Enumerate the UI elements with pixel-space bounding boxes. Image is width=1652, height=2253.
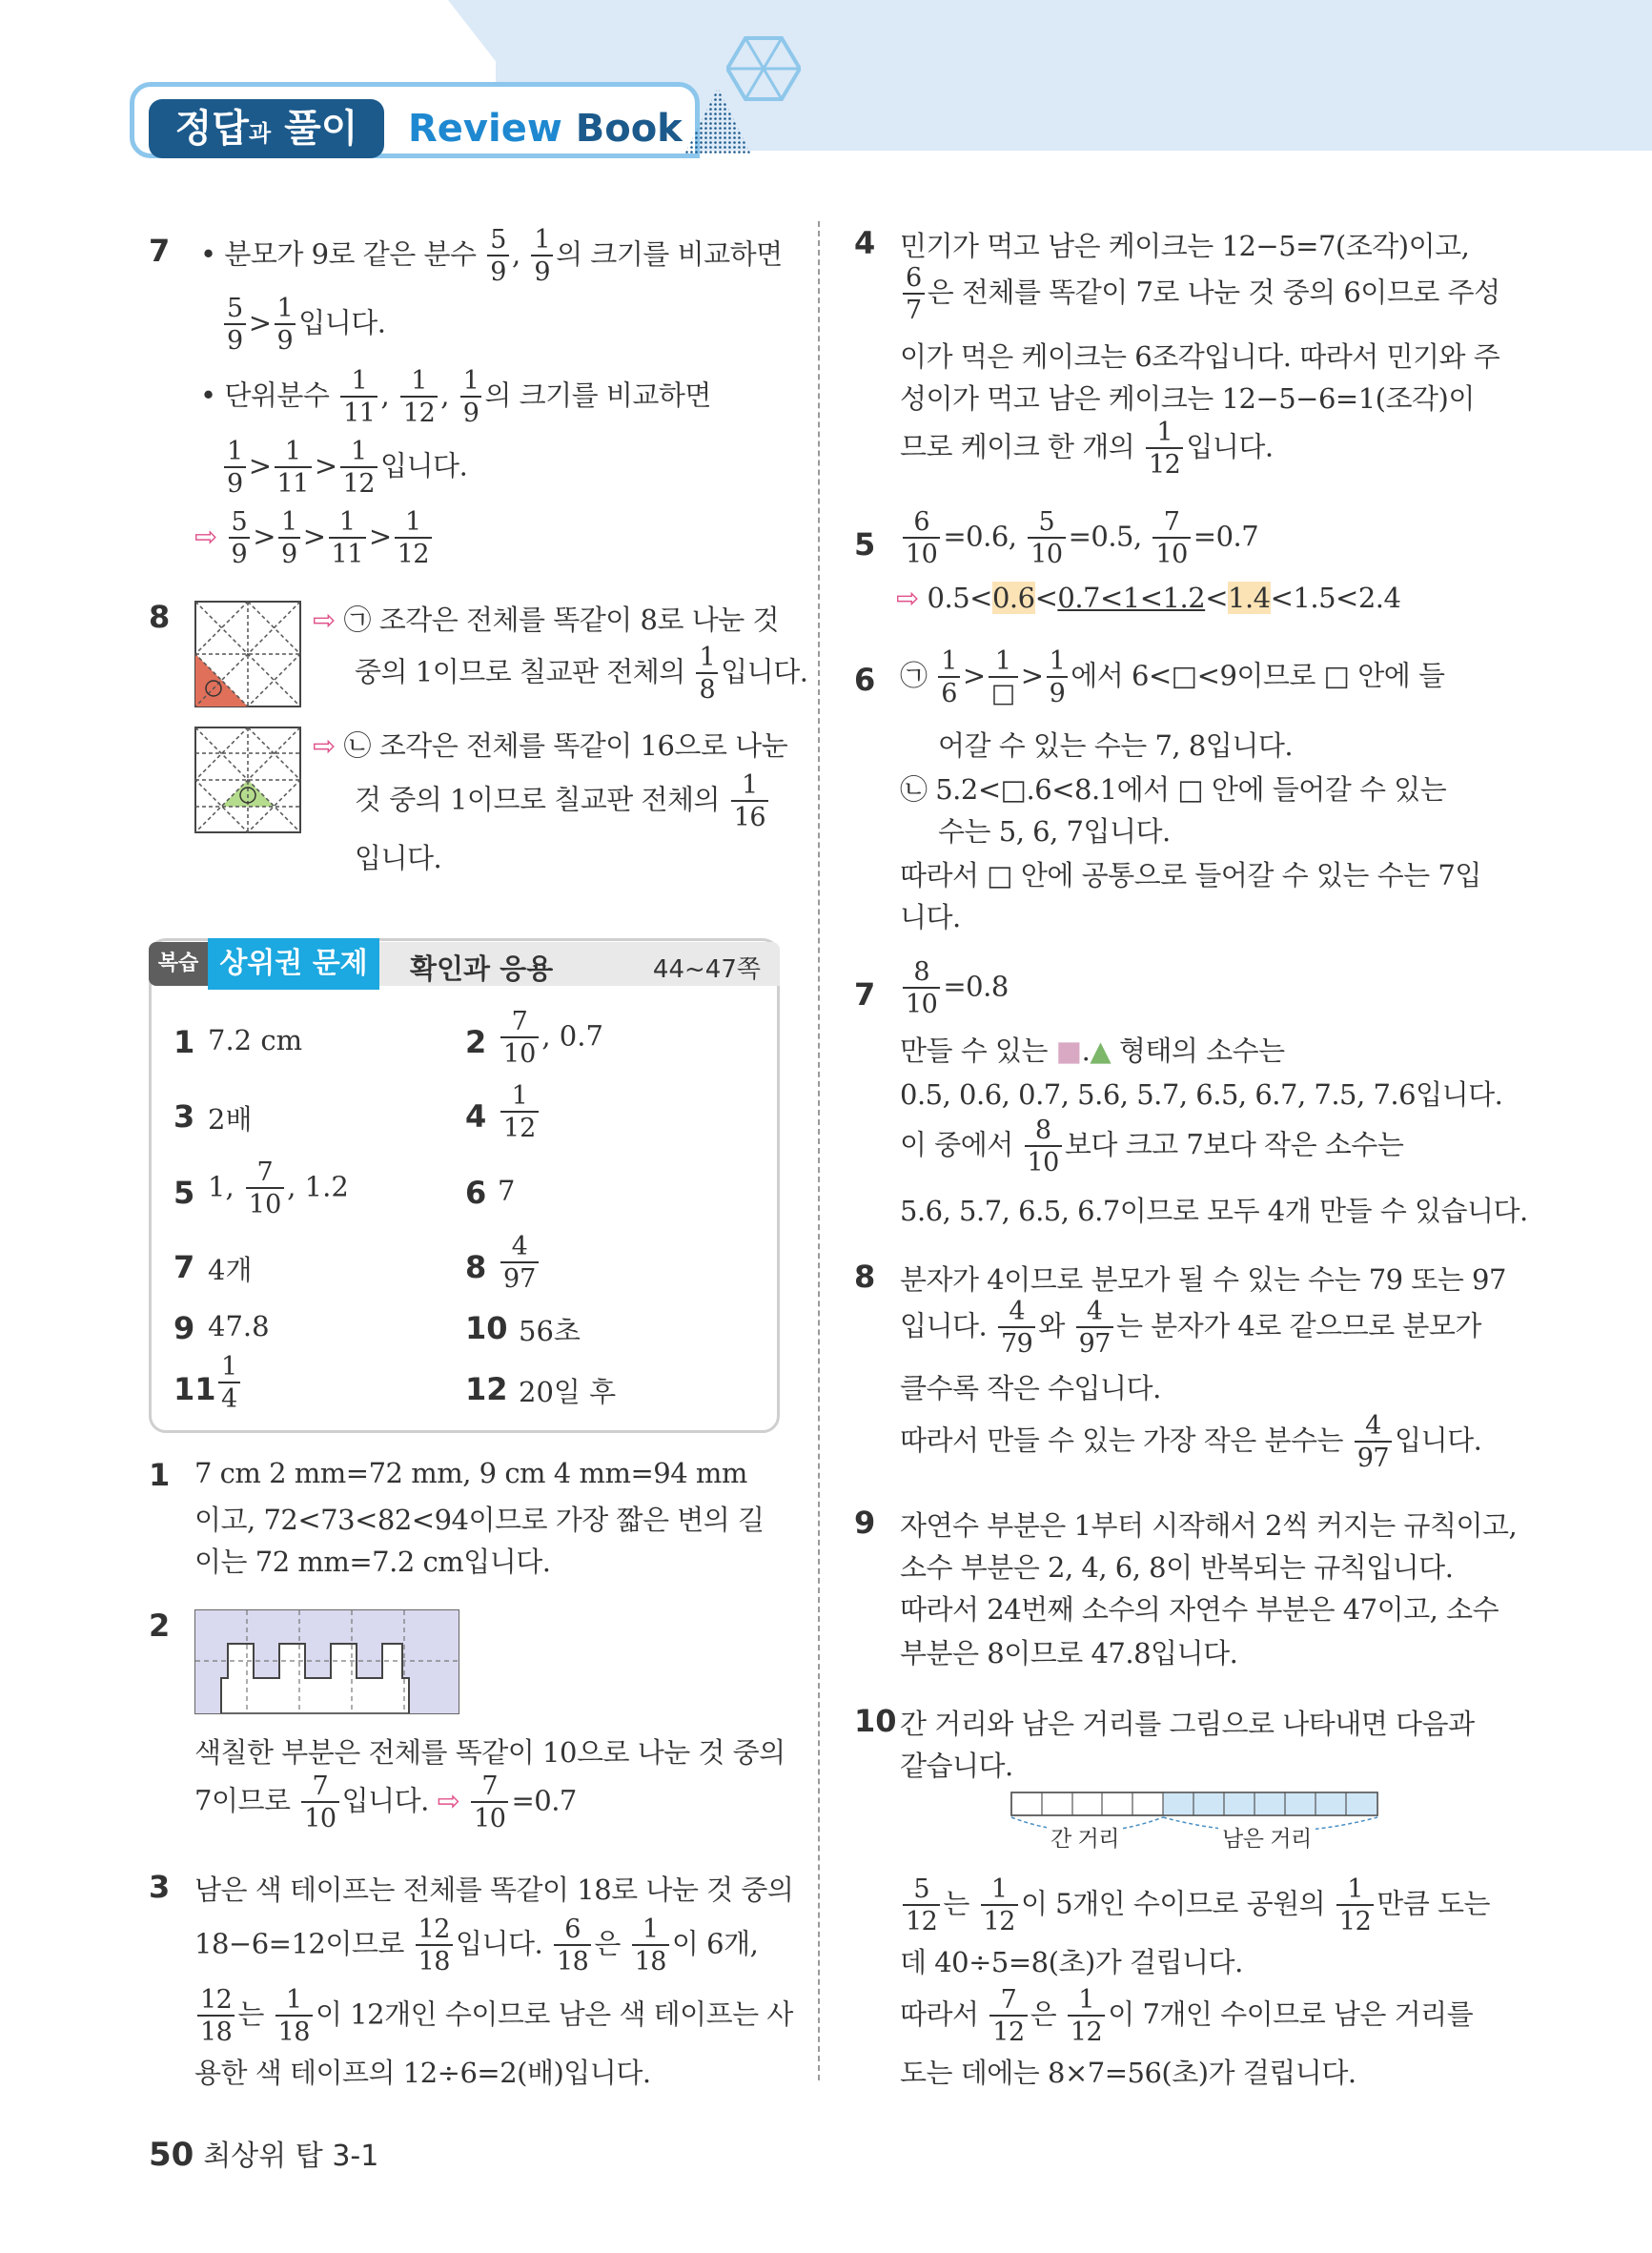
s10-line3: $\frac{5}{12}$ 는 $\frac{1}{12}$ 이 5개인 수이므로 공원의 $\frac{1}{12}$ 만큼 도는 [900, 1876, 1490, 1935]
s10-line5: 따라서 $\frac{7}{12}$ 은 $\frac{1}{12}$ 이 7개인 수이므로 남은 거리를 [900, 1985, 1474, 2047]
answer-11: $\frac{1}{4}$ [215, 1354, 243, 1412]
text: < [1205, 582, 1228, 614]
text: , 1.2 [287, 1170, 349, 1203]
tangram-b-figure [194, 727, 301, 833]
s10-line2: 같습니다. [900, 1750, 1013, 1782]
text: <1.5<2.4 [1270, 582, 1401, 614]
text: 만큼 도는 [1377, 1887, 1491, 1920]
answer-6: 7 [498, 1175, 516, 1207]
answer-1: 7.2 cm [208, 1024, 303, 1056]
text: =0.5, [1068, 520, 1142, 553]
s5-line2 [896, 582, 1400, 614]
s4-line4: 성이가 먹고 남은 케이크는 12−5−6=1(조각)이 [900, 382, 1475, 415]
text: 형태의 소수는 [1111, 1034, 1285, 1067]
text: . [1081, 1034, 1091, 1067]
q8-a-line1 [313, 599, 779, 638]
triangle-icon: ▲ [1090, 1034, 1112, 1067]
text: , 0.7 [541, 1019, 603, 1053]
arrow-icon: ⇨ [437, 1784, 460, 1817]
text: 은 [1030, 1997, 1057, 2031]
s4-line1: 민기가 먹고 남은 케이크는 12−5=7(조각)이고, [900, 230, 1470, 262]
question-number: 8 [854, 1259, 876, 1295]
answer-number: 8 [465, 1249, 487, 1285]
header-book-word2: Book [561, 107, 683, 151]
text: 만들 수 있는 [900, 1034, 1056, 1067]
header-pill [149, 99, 384, 158]
text: • 분모가 9로 같은 분수 [200, 237, 477, 271]
dots-triangle-icon [684, 88, 751, 154]
q7-line3: • 단위분수 $\frac{1}{11}$ , $\frac{1}{12}$ , $\frac{1}{9}$ 의 크기를 비교하면 [200, 366, 711, 428]
text: 중의 1이므로 칠교판 전체의 [355, 655, 685, 688]
s9-line1: 자연수 부분은 1부터 시작해서 2씩 커지는 규칙이고, [900, 1509, 1518, 1542]
text: 이 7개인 수이므로 남은 거리를 [1108, 1997, 1474, 2031]
question-number: 2 [149, 1608, 171, 1644]
text: 것 중의 1이므로 칠교판 전체의 [355, 783, 720, 816]
s9-line2: 소수 부분은 2, 4, 6, 8이 반복되는 규칙입니다. [900, 1551, 1454, 1584]
tangram-a-figure [194, 601, 301, 707]
arrow-icon: ⇨ [313, 729, 336, 762]
text: 입니다. [1186, 430, 1274, 463]
s7-line1: $\frac{8}{10}$ =0.8 [900, 959, 1009, 1017]
answer-8: $\frac{4}{97}$ [498, 1234, 541, 1292]
question-number: 4 [854, 225, 876, 261]
answer-10: 56초 [519, 1315, 581, 1347]
q7-line1: • 분모가 9로 같은 분수 $\frac{5}{9}$ , $\frac{1}{9}$ 의 크기를 비교하면 [200, 225, 783, 287]
q8-b-line2: 것 중의 1이므로 칠교판 전체의 $\frac{1}{16}$ [355, 772, 771, 830]
q7-conclusion: ⇨ $\frac{5}{9}$ > $\frac{1}{9}$ > $\frac{1}{11}$ > $\frac{1}{12}$ [194, 509, 435, 567]
s6-line6: 니다. [900, 901, 961, 933]
s3-line4: 용한 색 테이프의 12÷6=2(배)입니다. [194, 2057, 651, 2089]
question-number: 9 [854, 1505, 876, 1541]
answer-number: 7 [173, 1249, 195, 1285]
text: 입니다. [298, 306, 386, 339]
s4-line3: 이가 먹은 케이크는 6조각입니다. 따라서 민기와 주 [900, 340, 1500, 373]
s9-line3: 따라서 24번째 소수의 자연수 부분은 47이고, 소수 [900, 1593, 1499, 1626]
text: 보다 크고 7보다 작은 소수는 [1064, 1128, 1404, 1161]
s8-line1: 분자가 4이므로 분모가 될 수 있는 수는 79 또는 97 [900, 1263, 1506, 1296]
text: =0.6, [943, 520, 1017, 553]
text: ㉠ 조각은 전체를 똑같이 8로 나눈 것 [343, 604, 779, 636]
text: 이 중에서 [900, 1128, 1013, 1161]
text: 의 크기를 비교하면 [484, 379, 711, 412]
text: 입니다. [1395, 1423, 1482, 1457]
highlighted-value: 0.6 [991, 582, 1035, 614]
column-divider [818, 221, 820, 2080]
text: 0.5< [927, 582, 992, 614]
text: ㉡ 조각은 전체를 똑같이 16으로 나눈 [343, 729, 788, 762]
text: 와 [1038, 1309, 1065, 1342]
text: 는 [237, 1997, 264, 2031]
text: 18−6=12이므로 [194, 1927, 404, 1960]
s3-line3: $\frac{12}{18}$ 는 $\frac{1}{18}$ 이 12개인 수이므로 남은 색 테이프는 사 [194, 1987, 793, 2045]
text: 은 [594, 1927, 621, 1960]
text: =0.7 [511, 1784, 577, 1817]
arrow-icon: ⇨ [313, 604, 336, 636]
answer-number: 10 [465, 1310, 508, 1346]
header-book-title [408, 107, 683, 151]
s6-line5: 따라서 □ 안에 공통으로 들어갈 수 있는 수는 7입 [900, 859, 1481, 891]
s10-line1: 간 거리와 남은 거리를 그림으로 나타내면 다음과 [900, 1708, 1475, 1740]
s2-grid-figure [194, 1609, 459, 1714]
text: 입니다. [455, 1927, 543, 1960]
answer-number: 4 [465, 1098, 487, 1135]
s3-line2: 18−6=12이므로 $\frac{12}{18}$ 입니다. $\frac{6}{18}$ 은 $\frac{1}{18}$ 이 6개, [194, 1915, 759, 1976]
review-tag: 복습 [149, 942, 208, 986]
answer-number: 2 [465, 1024, 487, 1060]
answer-12: 20일 후 [519, 1376, 617, 1408]
s5-line1: $\frac{6}{10}$ =0.6, $\frac{5}{10}$ =0.5, $\frac{7}{10}$ =0.7 [900, 509, 1258, 567]
tape-label-left: 남은 거리 [1218, 1821, 1315, 1853]
s6-line1: ㉠ $\frac{1}{6}$ > $\frac{1}{□}$ > $\frac{1}{9}$ 에서 6<□<9이므로 □ 안에 들 [900, 646, 1445, 708]
s9-line4: 부분은 8이므로 47.8입니다. [900, 1637, 1238, 1669]
square-icon: ■ [1055, 1034, 1082, 1067]
answer-7: 4개 [208, 1254, 253, 1286]
text: =0.8 [943, 970, 1009, 1003]
s8-line3: 클수록 작은 수입니다. [900, 1372, 1161, 1404]
review-title: 상위권 문제 [208, 938, 379, 990]
question-number: 1 [149, 1457, 171, 1493]
text: 입니다. [341, 1784, 429, 1817]
s6-line3: ㉡ 5.2<□.6<8.1에서 □ 안에 들어갈 수 있는 [900, 773, 1447, 806]
q7-line2: $\frac{5}{9}$ > $\frac{1}{9}$ 입니다. [221, 296, 385, 354]
answer-9: 47.8 [208, 1310, 270, 1342]
highlighted-value: 1.4 [1228, 582, 1271, 614]
review-subtitle: 확인과 응용 [410, 952, 554, 985]
page-number: 50 [149, 2136, 194, 2174]
s4-line5: 므로 케이크 한 개의 $\frac{1}{12}$ 입니다. [900, 418, 1274, 480]
text: =0.7 [1193, 520, 1259, 553]
answer-number: 12 [465, 1371, 508, 1407]
text: 의 크기를 비교하면 [556, 237, 783, 271]
header-book-word1: Review [408, 107, 562, 151]
s2-line1: 색칠한 부분은 전체를 똑같이 10으로 나눈 것 중의 [194, 1736, 785, 1769]
s6-line2: 어갈 수 있는 수는 7, 8입니다. [938, 729, 1294, 762]
answer-number: 5 [173, 1175, 195, 1211]
s6-line4: 수는 5, 6, 7입니다. [938, 815, 1171, 848]
q8-b-line1 [313, 725, 787, 764]
arrow-icon: ⇨ [194, 520, 217, 553]
s10-line6: 도는 데에는 8×7=56(초)가 걸립니다. [900, 2057, 1356, 2089]
answer-2: $\frac{7}{10}$ , 0.7 [498, 1009, 603, 1067]
s1-line2: 이고, 72<73<82<94이므로 가장 짧은 변의 길 [194, 1504, 765, 1536]
text: ㉠ [900, 659, 928, 692]
question-number: 10 [854, 1703, 897, 1739]
answer-3: 2배 [208, 1103, 253, 1136]
text: 에서 6<□<9이므로 □ 안에 들 [1071, 659, 1445, 692]
q8-a-line2: 중의 1이므로 칠교판 전체의 $\frac{1}{8}$ 입니다. [355, 643, 808, 705]
text: 는 분자가 4로 같으므로 분모가 [1115, 1309, 1481, 1342]
text: 는 [943, 1887, 969, 1920]
answer-5: 1, $\frac{7}{10}$ , 1.2 [208, 1157, 349, 1219]
q7-line4: $\frac{1}{9}$ > $\frac{1}{11}$ > $\frac{1}{12}$ 입니다. [221, 439, 467, 497]
text: • 단위분수 [200, 379, 330, 412]
header-pill-main2: 풀이 [284, 107, 358, 151]
s8-line4: 따라서 만들 수 있는 가장 작은 분수는 $\frac{4}{97}$ 입니다. [900, 1411, 1482, 1473]
arrow-icon: ⇨ [896, 582, 919, 614]
question-number: 5 [854, 526, 876, 563]
answer-number: 3 [173, 1098, 195, 1135]
text: 입니다. [900, 1309, 988, 1342]
s7-line5: 5.6, 5.7, 6.5, 6.7이므로 모두 4개 만들 수 있습니다. [900, 1195, 1528, 1227]
review-header [149, 938, 780, 990]
page-footer [149, 2132, 378, 2174]
tape-label-gone: 간 거리 [1047, 1821, 1123, 1853]
question-number: 8 [149, 599, 171, 635]
text: 이 6개, [671, 1927, 759, 1960]
question-number: 6 [854, 662, 876, 698]
text: 따라서 [900, 1997, 979, 2031]
s7-line2 [900, 1030, 1285, 1069]
answer-number: 6 [465, 1175, 487, 1211]
question-number: 3 [149, 1869, 171, 1905]
text: 므로 케이크 한 개의 [900, 430, 1135, 463]
answer-number: 11 [173, 1371, 216, 1407]
header-pill-main1: 정답 [174, 107, 249, 151]
text: < [1034, 582, 1058, 614]
question-number: 7 [149, 233, 171, 269]
s1-line3: 이는 72 mm=7.2 cm입니다. [194, 1546, 551, 1578]
answer-number: 9 [173, 1310, 195, 1346]
text: 이 5개인 수이므로 공원의 [1020, 1887, 1326, 1920]
s10-line4: 데 40÷5=8(초)가 걸립니다. [900, 1946, 1243, 1978]
text: 7이므로 [194, 1784, 291, 1817]
answer-number: 1 [173, 1024, 195, 1060]
text: 입니다. [721, 655, 808, 688]
s3-line1: 남은 색 테이프는 전체를 똑같이 18로 나눈 것 중의 [194, 1874, 794, 1906]
s8-line2: 입니다. $\frac{4}{79}$ 와 $\frac{4}{97}$ 는 분자가 4로 같으므로 분모가 [900, 1297, 1481, 1359]
text: 1, [208, 1170, 235, 1203]
text: 은 전체를 똑같이 7로 나눈 것 중의 6이므로 주성 [927, 276, 1500, 309]
question-number: 7 [854, 976, 876, 1013]
review-pages: 44~47쪽 [652, 955, 761, 984]
s2-line2: 7이므로 $\frac{7}{10}$ 입니다. ⇨ $\frac{7}{10}$ =0.7 [194, 1772, 577, 1833]
text: 따라서 만들 수 있는 가장 작은 분수는 [900, 1423, 1344, 1457]
answer-4: $\frac{1}{12}$ [498, 1083, 541, 1141]
s4-line2: $\frac{6}{7}$ 은 전체를 똑같이 7로 나눈 것 중의 6이므로 주성 [900, 265, 1500, 323]
text: 이 12개인 수이므로 남은 색 테이프는 사 [315, 1997, 793, 2031]
q8-b-line3: 입니다. [355, 842, 442, 874]
header-pill-small: 과 [248, 120, 272, 147]
s7-line4: 이 중에서 $\frac{8}{10}$ 보다 크고 7보다 작은 소수는 [900, 1116, 1404, 1178]
text: 입니다. [380, 449, 468, 482]
s7-line3: 0.5, 0.6, 0.7, 5.6, 5.7, 6.5, 6.7, 7.5, 7.6입니다. [900, 1078, 1503, 1111]
text: 0.7<1<1.2 [1057, 582, 1206, 614]
s1-line1: 7 cm 2 mm=72 mm, 9 cm 4 mm=94 mm [194, 1457, 747, 1489]
book-title: 최상위 탑 3-1 [203, 2140, 379, 2173]
